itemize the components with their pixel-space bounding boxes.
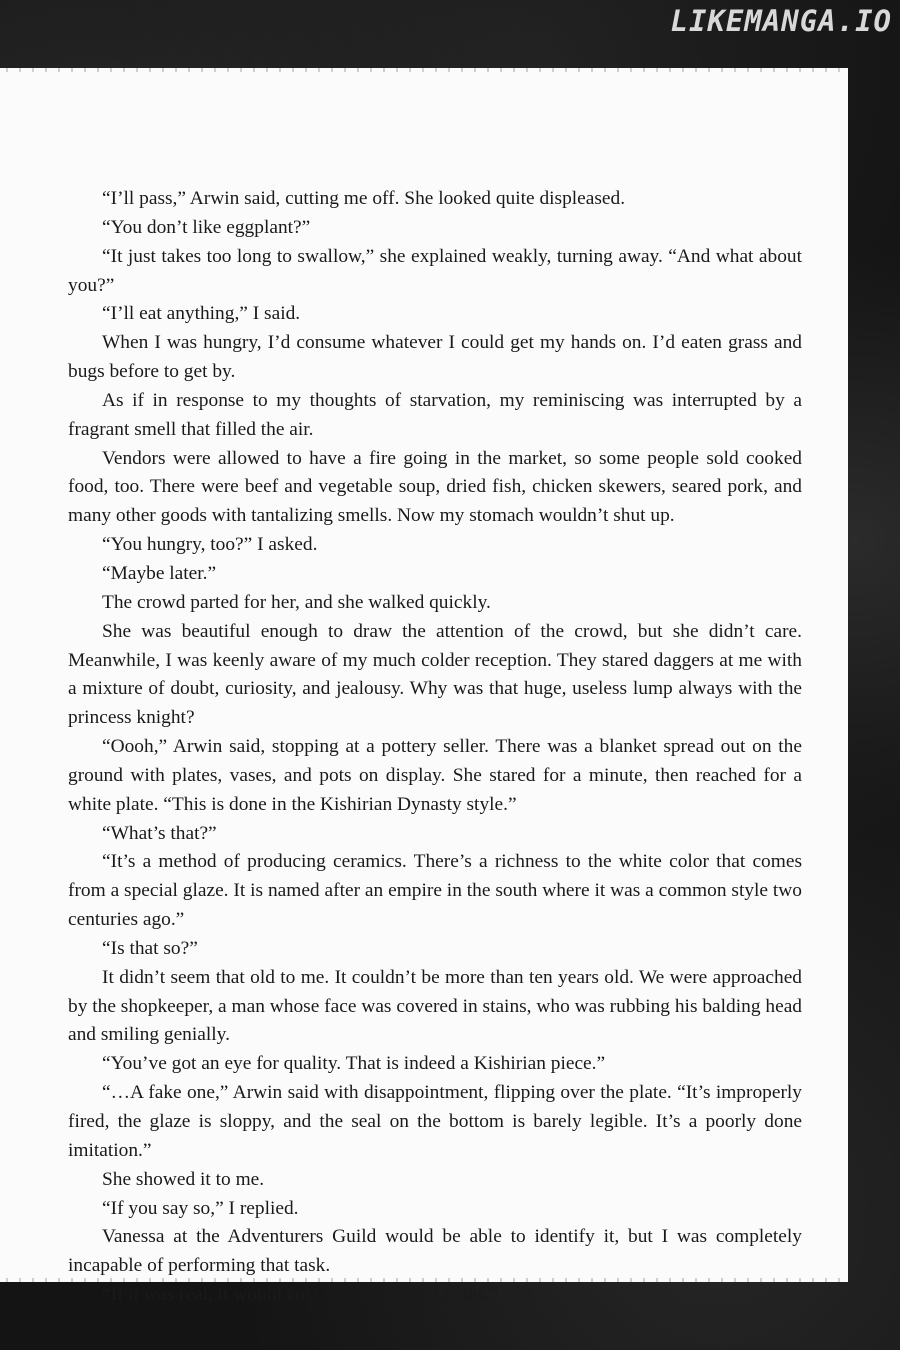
paragraph: “You don’t like eggplant?” bbox=[102, 216, 311, 238]
paragraph: “If you say so,” I replied. bbox=[102, 1197, 299, 1219]
paragraph: “…A fake one,” Arwin said with disappointment, flipping over the plate. “It’s improperly fired, the glaze is sloppy, and the seal on the bottom is barely legible. It’s a poorly done imitation.” bbox=[68, 1082, 802, 1161]
paragraph: “It’s a method of producing ceramics. There’s a richness to the white color that comes from a special glaze. It is named after an empire in the south where it was a common style two centuries ago.” bbox=[68, 851, 802, 931]
page-text bbox=[68, 185, 802, 1310]
paragraph: “If it was real, it would cost a hundred gold coins.” bbox=[102, 1284, 499, 1306]
paragraph: “It just takes too long to swallow,” she explained weakly, turning away. “And what about you?” bbox=[68, 245, 802, 296]
paragraph: “Oooh,” Arwin said, stopping at a pottery seller. There was a blanket spread out on the ground with plates, vases, and pots on display. She stared for a minute, then reached for a white plate. “This is done in the Kishirian Dynasty style.” bbox=[68, 736, 802, 815]
site-watermark: LIKEMANGA.IO bbox=[670, 4, 892, 38]
paragraph: “You hungry, too?” I asked. bbox=[102, 534, 318, 556]
paragraph: Vanessa at the Adventurers Guild would be able to identify it, but I was completely incapable of performing that task. bbox=[68, 1226, 802, 1277]
book-page bbox=[0, 70, 848, 1306]
paragraph: “What’s that?” bbox=[102, 822, 217, 844]
paragraph: “Maybe later.” bbox=[102, 562, 217, 584]
paragraph: “I’ll eat anything,” I said. bbox=[102, 303, 301, 325]
paragraph: As if in response to my thoughts of starvation, my reminiscing was interrupted by a fragrant smell that filled the air. bbox=[68, 389, 802, 440]
paragraph: She was beautiful enough to draw the attention of the crowd, but she didn’t care. Meanwhile, I was keenly aware of my much colder reception. They stared daggers at me with a mixture of doubt, curiosity, and jealousy. Why was that huge, useless lump always with the princess knight? bbox=[68, 620, 802, 729]
paragraph: “You’ve got an eye for quality. That is indeed a Kishirian piece.” bbox=[102, 1053, 606, 1075]
paragraph: She showed it to me. bbox=[102, 1168, 265, 1190]
paragraph: Vendors were allowed to have a fire going in the market, so some people sold cooked food, too. There were beef and vegetable soup, dried fish, chicken skewers, seared pork, and many other goods with tantalizing smells. Now my stomach wouldn’t shut up. bbox=[68, 447, 802, 527]
paragraph: When I was hungry, I’d consume whatever I could get my hands on. I’d eaten grass and bugs before to get by. bbox=[68, 332, 802, 383]
paragraph: It didn’t seem that old to me. It couldn’t be more than ten years old. We were approached by the shopkeeper, a man whose face was covered in stains, who was rubbing his balding head and smiling genially. bbox=[68, 966, 802, 1046]
paragraph: “I’ll pass,” Arwin said, cutting me off. She looked quite displeased. bbox=[102, 188, 626, 209]
paragraph: “Is that so?” bbox=[102, 937, 198, 959]
paragraph: The crowd parted for her, and she walked quickly. bbox=[102, 591, 491, 613]
